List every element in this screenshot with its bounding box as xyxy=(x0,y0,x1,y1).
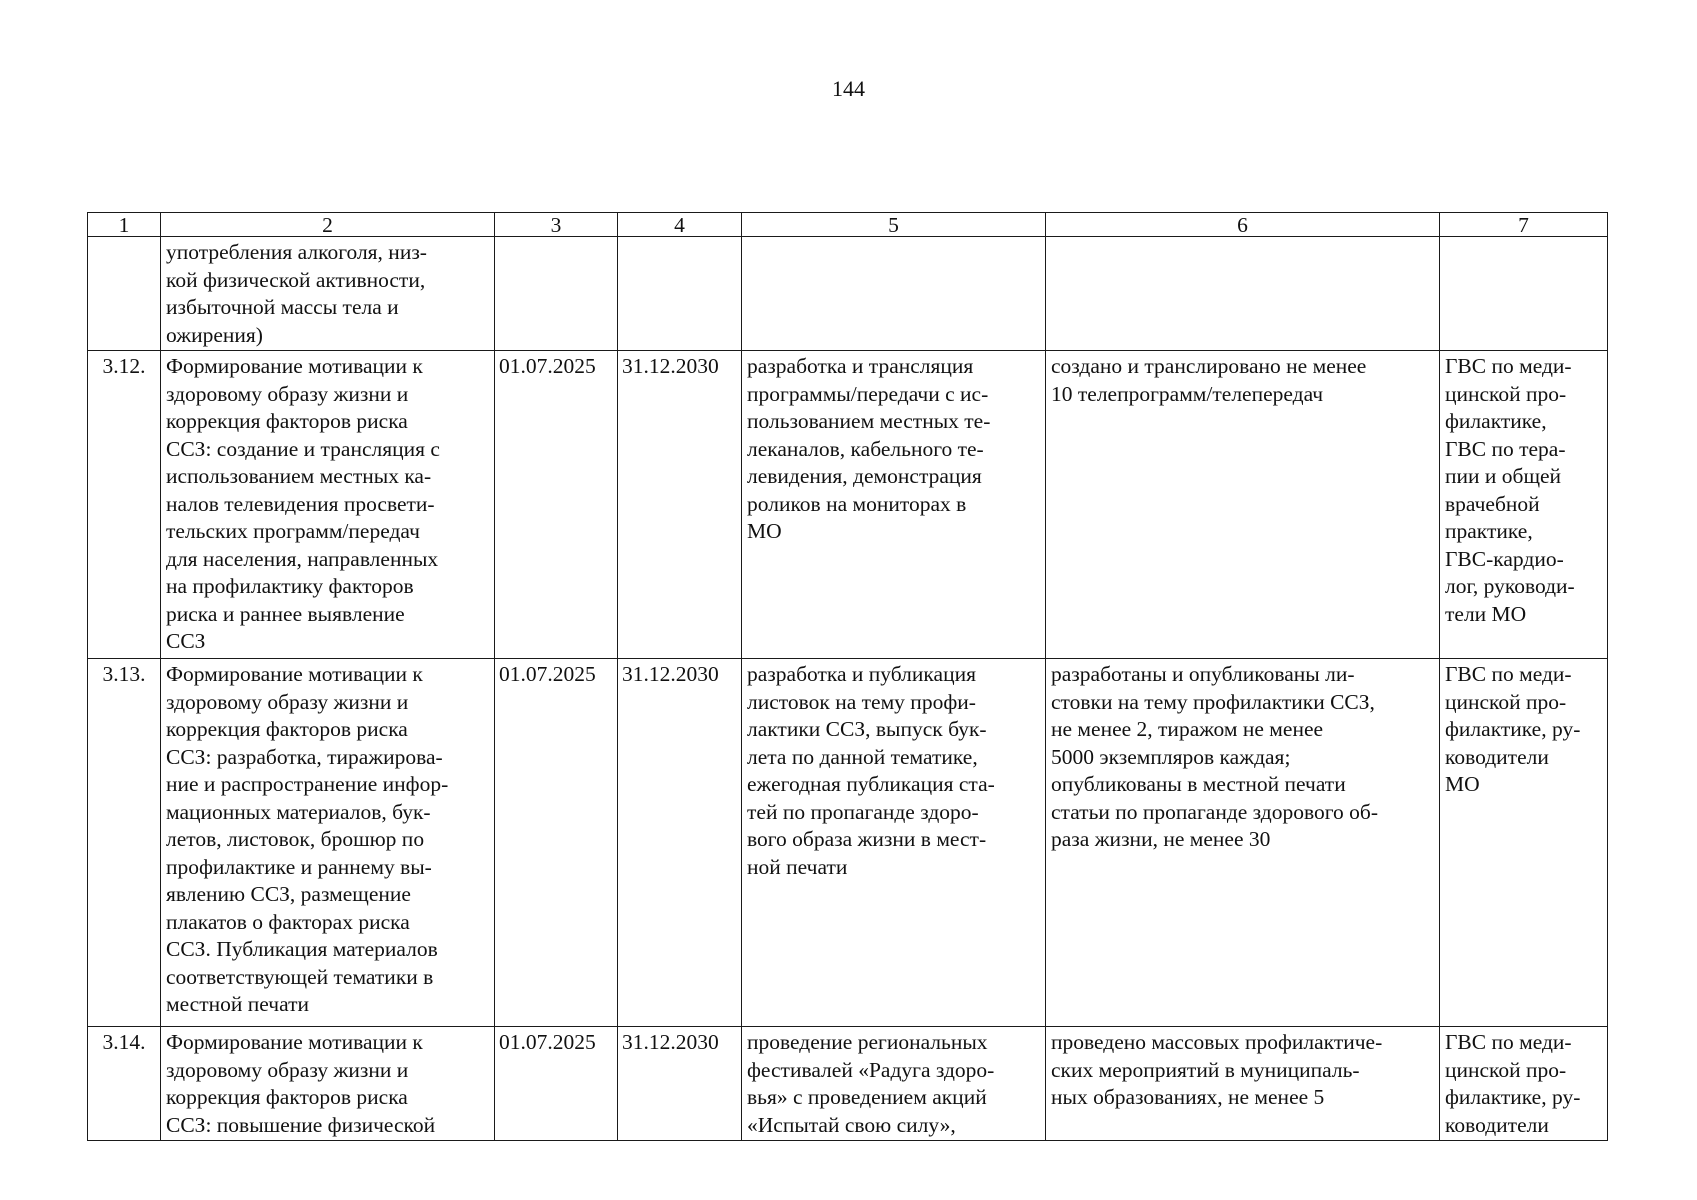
column-header-4: 4 xyxy=(618,213,742,237)
start-date-cell xyxy=(495,237,618,351)
column-header-5: 5 xyxy=(742,213,1046,237)
end-date-cell: 31.12.2030 xyxy=(618,659,742,1027)
start-date-cell: 01.07.2025 xyxy=(495,351,618,659)
event-cell: употребления алкоголя, низ- кой физической активности, избыточной массы тела и ожирения) xyxy=(161,237,495,351)
action-cell xyxy=(742,237,1046,351)
page-number: 144 xyxy=(832,76,865,101)
start-date-cell: 01.07.2025 xyxy=(495,659,618,1027)
column-header-1: 1 xyxy=(88,213,161,237)
event-cell: Формирование мотивации к здоровому образу жизни и коррекция факторов риска ССЗ: создание и трансляция с использованием местных ка- налов телевидения просвети- тельских программ/передач для населения, направленных на профилактику факторов риска и раннее выявление ССЗ xyxy=(161,351,495,659)
end-date-cell: 31.12.2030 xyxy=(618,351,742,659)
responsible-cell: ГВС по меди- цинской про- филактике, ру- ководители xyxy=(1440,1027,1608,1141)
column-header-7: 7 xyxy=(1440,213,1608,237)
column-header-6: 6 xyxy=(1046,213,1440,237)
table-row-continuation xyxy=(88,237,1608,351)
result-cell xyxy=(1046,237,1440,351)
row-number-cell: 3.14. xyxy=(88,1027,161,1141)
result-cell: создано и транслировано не менее 10 телепрограмм/телепередач xyxy=(1046,351,1440,659)
column-number-header-row xyxy=(88,213,1608,237)
end-date-cell xyxy=(618,237,742,351)
end-date-cell: 31.12.2030 xyxy=(618,1027,742,1141)
start-date-cell: 01.07.2025 xyxy=(495,1027,618,1141)
action-cell: разработка и трансляция программы/передачи с ис- пользованием местных те- леканалов, кабельного те- левидения, демонстрация роликов на мониторах в МО xyxy=(742,351,1046,659)
row-number-cell: 3.13. xyxy=(88,659,161,1027)
event-cell: Формирование мотивации к здоровому образу жизни и коррекция факторов риска ССЗ: разработка, тиражирова- ние и распространение инфор- мационных материалов, бук- летов, листовок, брошюр по профилактике и раннему вы- явлению ССЗ, размещение плакатов о факторах риска ССЗ. Публикация материалов соответствующей тематики в местной печати xyxy=(161,659,495,1027)
table-row-3-14 xyxy=(88,1027,1608,1141)
row-number-cell: 3.12. xyxy=(88,351,161,659)
responsible-cell xyxy=(1440,237,1608,351)
event-cell: Формирование мотивации к здоровому образу жизни и коррекция факторов риска ССЗ: повышение физической xyxy=(161,1027,495,1141)
table-row-3-13 xyxy=(88,659,1608,1027)
action-cell: проведение региональных фестивалей «Радуга здоро- вья» с проведением акций «Испытай свою силу», xyxy=(742,1027,1046,1141)
responsible-cell: ГВС по меди- цинской про- филактике, ГВС по тера- пии и общей врачебной практике, ГВС-кардио- лог, руководи- тели МО xyxy=(1440,351,1608,659)
table-row-3-12 xyxy=(88,351,1608,659)
result-cell: проведено массовых профилактиче- ских мероприятий в муниципаль- ных образованиях, не менее 5 xyxy=(1046,1027,1440,1141)
action-plan-table xyxy=(87,212,1608,1141)
responsible-cell: ГВС по меди- цинской про- филактике, ру- ководители МО xyxy=(1440,659,1608,1027)
action-cell: разработка и публикация листовок на тему профи- лактики ССЗ, выпуск бук- лета по данной тематике, ежегодная публикация ста- тей по пропаганде здоро- вого образа жизни в мест- ной печати xyxy=(742,659,1046,1027)
column-header-3: 3 xyxy=(495,213,618,237)
column-header-2: 2 xyxy=(161,213,495,237)
result-cell: разработаны и опубликованы ли- стовки на тему профилактики ССЗ, не менее 2, тиражом не менее 5000 экземпляров каждая; опубликованы в местной печати статьи по пропаганде здорового об- раза жизни, не менее 30 xyxy=(1046,659,1440,1027)
row-number-cell xyxy=(88,237,161,351)
